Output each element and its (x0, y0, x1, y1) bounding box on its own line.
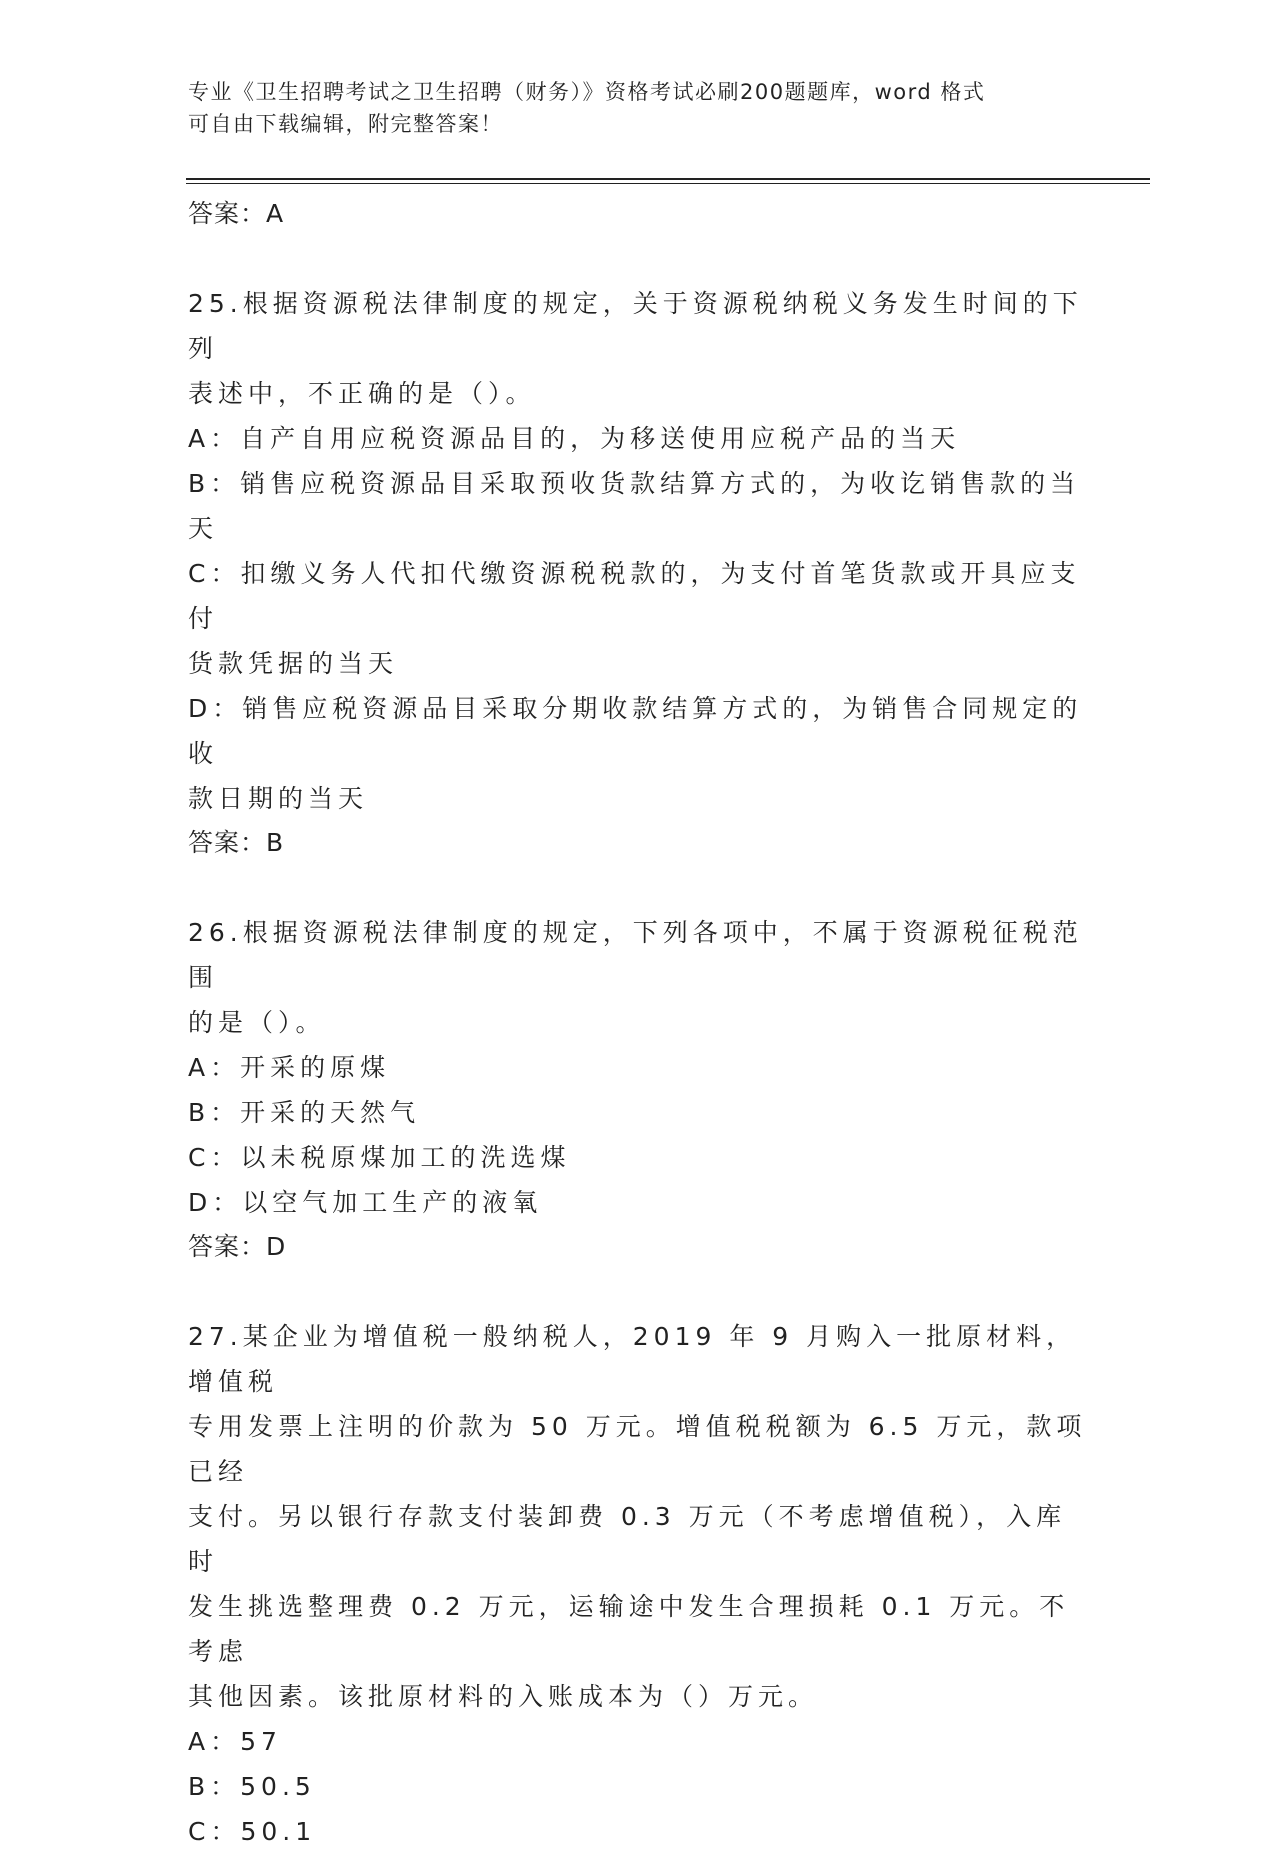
option-b: B：开采的天然气 (188, 1098, 421, 1127)
question-25 (188, 281, 1088, 865)
question-list (188, 192, 1088, 1854)
option-c: C：扣缴义务人代扣代缴资源税税款的，为支付首笔货款或开具应支付 (188, 559, 1081, 633)
header-divider-thick (186, 178, 1150, 180)
question-stem-line: 发生挑选整理费 0.2 万元，运输途中发生合理损耗 0.1 万元。不考虑 (188, 1592, 1070, 1666)
option-d: D：以空气加工生产的液氧 (188, 1188, 543, 1217)
option-b: B：销售应税资源品目采取预收货款结算方式的，为收讫销售款的当天 (188, 469, 1081, 543)
question-26 (188, 910, 1088, 1269)
question-stem-line: 支付。另以银行存款支付装卸费 0.3 万元（不考虑增值税），入库时 (188, 1502, 1067, 1576)
option-c-continued: 货款凭据的当天 (188, 649, 399, 678)
header-title-line1: 专业《卫生招聘考试之卫生招聘（财务）》资格考试必刷200题题库，word 格式 (188, 80, 986, 104)
question-stem-line: 表述中，不正确的是（）。 (188, 379, 536, 408)
option-c: C：50.1 (188, 1817, 317, 1846)
option-b: B：50.5 (188, 1772, 316, 1801)
option-a: A：自产自用应税资源品目的，为移送使用应税产品的当天 (188, 424, 961, 453)
option-a: A：开采的原煤 (188, 1053, 391, 1082)
option-c: C：以未税原煤加工的洗选煤 (188, 1143, 571, 1172)
question-stem-line: 25.根据资源税法律制度的规定，关于资源税纳税义务发生时间的下列 (188, 289, 1083, 363)
page-header (188, 76, 1068, 140)
question-stem-line: 26.根据资源税法律制度的规定，下列各项中，不属于资源税征税范围 (188, 918, 1083, 992)
question-stem-line: 的是（）。 (188, 1008, 326, 1037)
header-title-line2: 可自由下载编辑，附完整答案！ (188, 112, 503, 136)
answer: 答案：B (188, 828, 285, 857)
previous-answer: 答案：A (188, 199, 285, 228)
header-divider-thin (186, 183, 1150, 184)
question-stem-line: 专用发票上注明的价款为 50 万元。增值税税额为 6.5 万元，款项已经 (188, 1412, 1087, 1486)
question-stem-line: 其他因素。该批原材料的入账成本为（）万元。 (188, 1682, 819, 1711)
answer: 答案：D (188, 1232, 287, 1261)
option-a: A：57 (188, 1727, 282, 1756)
question-27 (188, 1314, 1088, 1854)
option-d-continued: 款日期的当天 (188, 784, 369, 813)
option-d: D：销售应税资源品目采取分期收款结算方式的，为销售合同规定的收 (188, 694, 1083, 768)
question-stem-line: 27.某企业为增值税一般纳税人，2019 年 9 月购入一批原材料，增值税 (188, 1322, 1077, 1396)
